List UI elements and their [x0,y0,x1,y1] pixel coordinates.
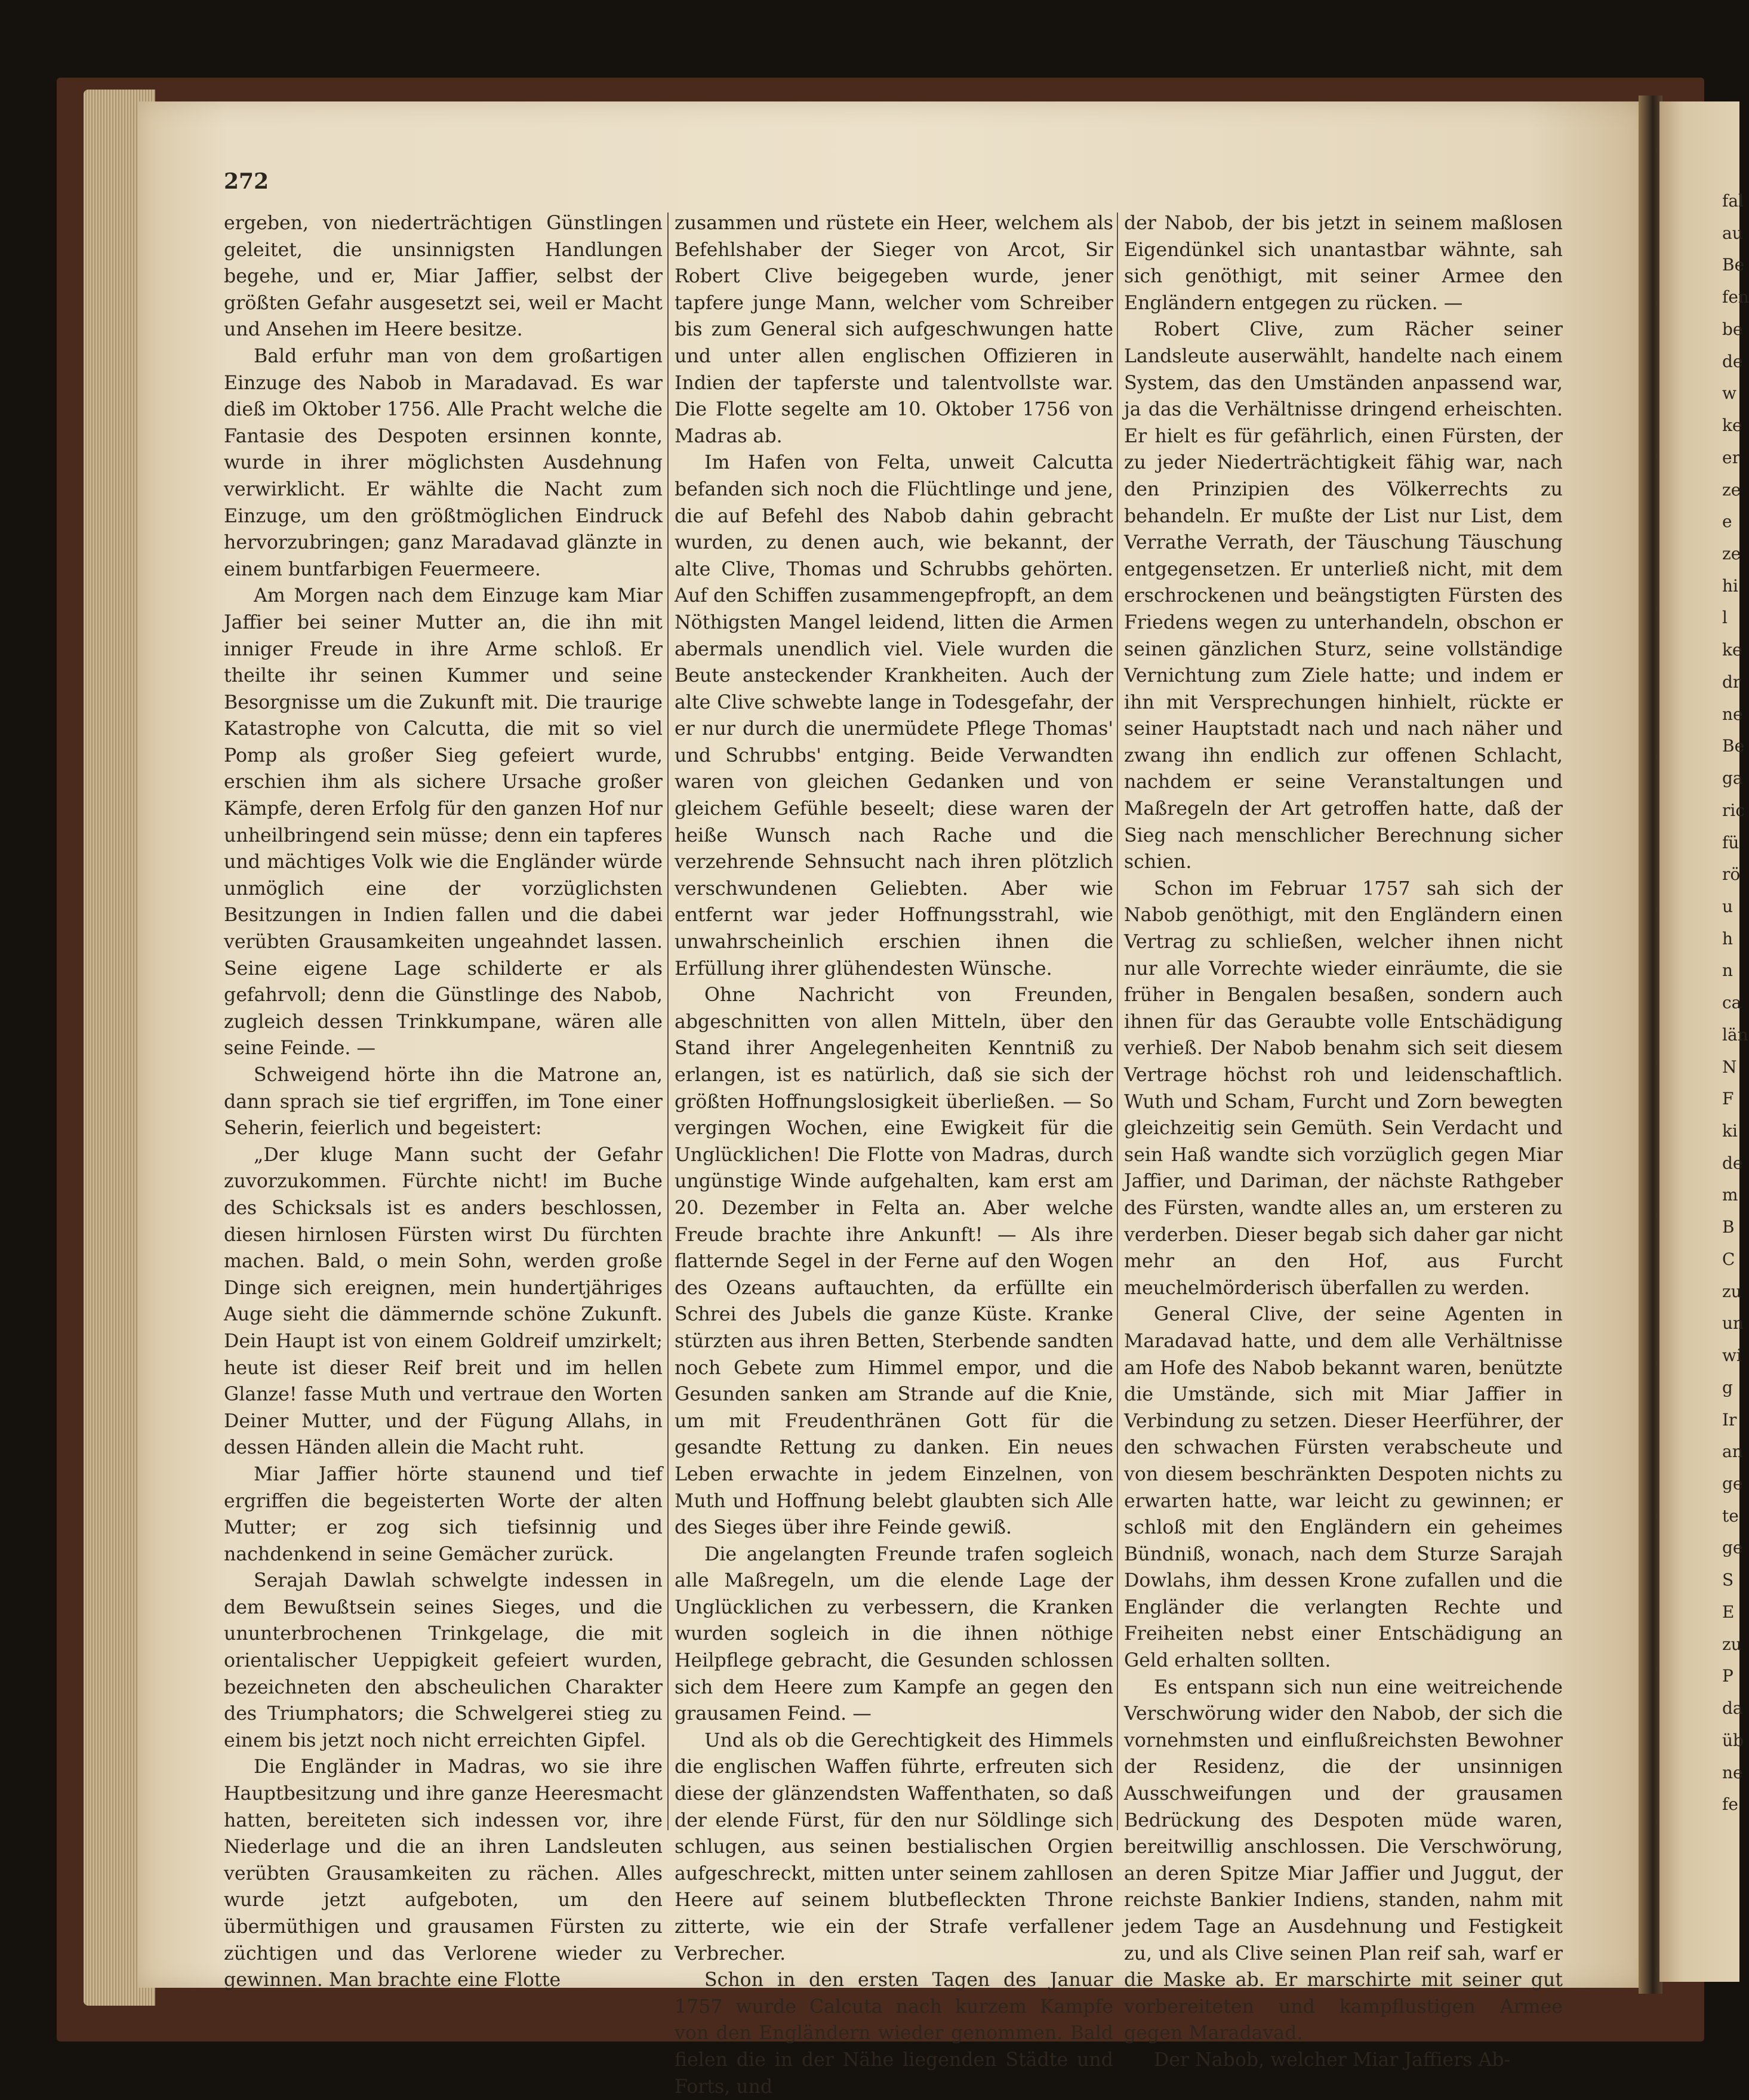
facing-page-fragment: zu [1722,1634,1742,1654]
facing-page-fragment: e [1722,512,1732,532]
column-divider [667,213,669,1830]
facing-page-fragment: u [1722,896,1733,916]
facing-page-fragment: er [1722,447,1740,467]
facing-page-fragment: m [1722,1185,1738,1205]
facing-page-fragment: de [1722,351,1743,371]
text-column-2 [675,210,1113,2100]
facing-page-fragment: te [1722,1505,1739,1526]
facing-page-fragment: Ir [1722,1409,1737,1430]
facing-page-fragment: Be [1722,736,1745,756]
facing-page-fragment: hi [1722,575,1738,596]
facing-page-fragment: fen [1722,287,1749,307]
paragraph: Am Morgen nach dem Einzuge kam Miar Jaffier bei seiner Mutter an, die ihn mit inniger Freude in ihre Arme schloß. Er theilte ihr seinen Kummer und seine Besorgnisse um die Zukunft mit. Die traurige Katastrophe von Calcutta, die mit so viel Pomp als großer Sieg gefeiert wurde, erschien ihm als sichere Ursache großer Kämpfe, deren Erfolg für den ganzen Hof nur unheilbringend sein müsse; denn ein tapferes und mächtiges Volk wie die Engländer würde unmöglich eine der vorzüglichsten Besitzungen in Indien fallen und die dabei verübten Grausamkeiten ungeahndet lassen. Seine eigene Lage schilderte er als gefahrvoll; denn die Günstlinge des Nabob, zugleich dessen Trinkkumpane, wären alle seine Feinde. — [224,585,663,1060]
paragraph: ergeben, von niederträchtigen Günstlingen geleitet, die unsinnigsten Handlungen begehe, und er, Miar Jaffier, selbst der größten Gefahr ausgesetzt sei, weil er Macht und Ansehen im Heere besitze. [224,213,663,341]
facing-page-fragment: ne [1722,704,1743,724]
facing-page-fragment: E [1722,1602,1735,1622]
book-gutter [1639,96,1662,1994]
paragraph: zusammen und rüstete ein Heer, welchem als Befehlshaber der Sieger von Arcot, Sir Robert Clive beigegeben wurde, jener tapfere junge Mann, welcher vom Schreiber bis zum General sich aufgeschwungen hatte und unter allen englischen Offizieren in Indien der tapferste und talentvollste war. Die Flotte segelte am 10. Oktober 1756 von Madras ab. [675,213,1113,447]
column-divider [1117,213,1118,1830]
paragraph: Im Hafen von Felta, unweit Calcutta befanden sich noch die Flüchtlinge und jene, die auf Befehl des Nabob dahin gebracht wurden, zu denen auch, wie bekannt, der alte Clive, Thomas und Schrubbs gehörten. Auf den Schiffen zusammengepfropft, an dem Nöthigsten Mangel leidend, litten die Armen abermals unendlich viel. Viele wurden die Beute ansteckender Krankheiten. Auch der alte Clive schwebte lange in Todesgefahr, der er nur durch die unermüdete Pflege Thomas' und Schrubbs' entging. Beide Verwandten waren von gleichen Gedanken und von gleichem Gefühle beseelt; diese waren der heiße Wunsch nach Rache und die verzehrende Sehnsucht nach ihren plötzlich verschwundenen Geliebten. Aber wie entfernt war jeder Hoffnungsstrahl, wie unwahrscheinlich erschien ihnen die Erfüllung ihrer glühendesten Wünsche. [675,452,1113,980]
facing-page-fragment: be [1722,319,1743,339]
paragraph: der Nabob, der bis jetzt in seinem maßlosen Eigendünkel sich unantastbar wähnte, sah sich genöthigt, mit seiner Armee den Engländern entgegen zu rücken. — [1124,213,1563,314]
text-column-3 [1124,210,1563,2074]
facing-page-fragment: Be [1722,255,1745,275]
facing-page-fragment: ki [1722,1121,1738,1141]
facing-page-fragment: ga [1722,768,1743,789]
paragraph: Schweigend hörte ihn die Matrone an, dann sprach sie tief ergriffen, im Tone einer Seherin, feierlich und begeistert: [224,1064,663,1140]
facing-page-fragment: B [1722,1217,1735,1237]
facing-page-fragment: g [1722,1377,1733,1397]
paragraph: Ohne Nachricht von Freunden, abgeschnitten von allen Mitteln, über den Stand ihrer Angelegenheiten Kenntniß zu erlangen, ist es natürlich, daß sie sich der größten Hoffnungslosigkeit überließen. — So vergingen Wochen, eine Ewigkeit für die Unglücklichen! Die Flotte von Madras, durch ungünstige Winde aufgehalten, kam erst am 20. Dezember in Felta an. Aber welche Freude brachte ihre Ankunft! — Als ihre flatternde Segel in der Ferne auf den Wogen des Ozeans auftauchten, da erfüllte ein Schrei des Jubels die ganze Küste. Kranke stürzten aus ihren Betten, Sterbende sandten noch Gebete zum Himmel empor, und die Gesunden sanken am Strande auf die Knie, um mit Freudenthränen Gott für die gesandte Rettung zu danken. Ein neues Leben erwachte in jedem Einzelnen, von Muth und Hoffnung belebt glaubten sich Alle des Sieges über ihre Feinde gewiß. [675,984,1113,1539]
facing-page-fragment: ke [1722,415,1742,436]
facing-page-fragment: de [1722,1153,1743,1173]
paragraph: Schon in den ersten Tagen des Januar 1757 wurde Calcuta nach kurzem Kampfe von den Engländern wieder genommen. Bald fielen die in der Nähe liegenden Städte und Forts, und [675,1969,1113,2098]
facing-page-fragment: fü [1722,832,1739,852]
paragraph: Der Nabob, welcher Miar Jaffiers Ab- [1154,2049,1511,2071]
facing-page-fragment: h [1722,928,1733,949]
facing-page-fragment: F [1722,1089,1734,1109]
facing-page-fragment: l [1722,608,1728,628]
paragraph: General Clive, der seine Agenten in Maradavad hatte, und dem alle Verhältnisse am Hofe des Nabob bekannt waren, benützte die Umstände, sich mit Miar Jaffier in Verbindung zu setzen. Dieser Heerführer, der den schwachen Fürsten verabscheute und von diesem beschränkten Despoten nichts zu erwarten hatte, war leicht zu gewinnen; er schloß mit den Engländern ein geheimes Bündniß, wonach, nach dem Sturze Sarajah Dowlahs, ihm dessen Krone zufallen und die Engländer die verlangten Rechte und Freiheiten nebst einer Entschädigung an Geld erhalten sollten. [1124,1304,1563,1672]
text-column-1 [224,210,663,1994]
paragraph: Bald erfuhr man von dem großartigen Einzuge des Nabob in Maradavad. Es war dieß im Oktober 1756. Alle Pracht welche die Fantasie des Despoten ersinnen konnte, wurde in ihrer möglichsten Ausdehnung verwirklicht. Er wählte die Nacht zum Einzuge, um den größtmöglichen Eindruck hervorzubringen; ganz Maradavad glänzte in einem buntfarbigen Feuermeere. [224,345,663,580]
paragraph: Miar Jaffier hörte staunend und tief ergriffen die begeisterten Worte der alten Mutter; er zog sich tiefsinnig und nachdenkend in seine Gemächer zurück. [224,1463,663,1565]
facing-page-fragment: da [1722,1698,1743,1719]
facing-page-fragment: ze [1722,479,1741,500]
facing-page-fragment: dr [1722,672,1741,692]
facing-page-fragment: ca [1722,993,1742,1013]
paragraph: Und als ob die Gerechtigkeit des Himmels die englischen Waffen führte, erfreuten sich diese der glänzendsten Waffenthaten, so daß der elende Fürst, für den nur Söldlinge sich schlugen, aus seinen bestialischen Orgien aufgeschreckt, mitten unter seinem zahllosen Heere auf seinem blutbefleckten Throne zitterte, wie ein der Strafe verfallener Verbrecher. [675,1729,1113,1964]
paragraph: Die angelangten Freunde trafen sogleich alle Maßregeln, um die elende Lage der Unglücklichen zu verbessern, die Kranken wurden sogleich in die ihnen nöthige Heilpflege gebracht, die Gesunden schlossen sich dem Heere zum Kampfe an gegen den grausamen Feind. — [675,1543,1113,1725]
facing-page-fragment: un [1722,1313,1744,1334]
facing-page-fragment: ge [1722,1474,1743,1494]
facing-page-fragment: ge [1722,1538,1743,1558]
paragraph: Serajah Dawlah schwelgte indessen in dem Bewußtsein seines Sieges, und die ununterbrochenen Trinkgelage, die mit orientalischer Ueppigkeit gefeiert wurden, bezeichneten den abscheulichen Charakter des Triumphators; die Schwelgerei stieg zu einem bis jetzt noch nicht erreichten Gipfel. [224,1570,663,1751]
facing-page-fragment: üb [1722,1730,1744,1750]
facing-page-fragment: w [1722,383,1736,404]
paragraph: Schon im Februar 1757 sah sich der Nabob genöthigt, mit den Engländern einen Vertrag zu schließen, welcher ihnen nicht nur alle Vorrechte wieder einräumte, die sie früher in Bengalen besaßen, sondern auch ihnen für das Geraubte volle Entschädigung verhieß. Der Nabob benahm sich seit diesem Vertrage höchst roh und leidenschaftlich. Wuth und Scham, Furcht und Zorn bewegten gleichzeitig sein Gemüth. Sein Verdacht und sein Haß wandte sich vorzüglich gegen Miar Jaffier, und Dariman, der nächste Rathgeber des Fürsten, wandte alles an, um ersteren zu verderben. Dieser begab sich daher gar nicht mehr an den Hof, aus Furcht meuchelmörderisch überfallen zu werden. [1124,877,1563,1299]
paragraph: „Der kluge Mann sucht der Gefahr zuvorzukommen. Fürchte nicht! im Buche des Schicksals ist es anders beschlossen, diesen hirnlosen Fürsten wirst Du fürchten machen. Bald, o mein Sohn, werden große Dinge sich ereignen, mein hundertjähriges Auge sieht die dämmernde schöne Zukunft. Dein Haupt ist von einem Goldreif umzirkelt; heute ist dieser Reif breit und im hellen Glanze! fasse Muth und vertraue den Worten Deiner Mutter, und der Fügung Allahs, in dessen Händen allein die Macht ruht. [224,1144,663,1459]
facing-page-fragment: fal [1722,191,1744,211]
facing-page-fragment: zu [1722,1281,1742,1301]
paragraph: Es entspann sich nun eine weitreichende Verschwörung wider den Nabob, der sich die vornehmsten und einflußreichsten Bewohner der Residenz, die der unsinnigen Ausschweifungen und der grausamen Bedrückung des Despoten müde waren, bereitwillig anschlossen. Die Verschwörung, an deren Spitze Miar Jaffier und Juggut, der reichste Bankier Indiens, standen, nahm mit jedem Tage an Ausdehnung und Festigkeit zu, und als Clive seinen Plan reif sah, warf er die Maske ab. Er marschirte mit seiner gut vorbereiteten und kampflustigen Armee gegen Maradavad. [1124,1676,1563,2044]
facing-page-fragment: an [1722,1442,1743,1462]
paragraph: Robert Clive, zum Rächer seiner Landsleute auserwählt, handelte nach einem System, das den Umständen anpassend war, ja das die Verhältnisse dringend erheischten. Er hielt es für gefährlich, einen Fürsten, der zu jeder Niederträchtigkeit fähig war, nach den Prinzipien des Völkerrechts zu behandeln. Er mußte der List nur List, dem Verrathe Verrath, der Täuschung Täuschung entgegensetzen. Er unterließ nicht, mit dem erschrockenen und beängstigten Fürsten des Friedens wegen zu unterhandeln, obschon er seinen gänzlichen Sturz, seine vollständige Vernichtung zum Ziele hatte; und indem er ihn mit Versprechungen hinhielt, rückte er seiner Hauptstadt nach und nach näher und zwang ihn endlich zur offenen Schlacht, nachdem er seine Veranstaltungen und Maßregeln der Art getroffen hatte, daß der Sieg nach menschlicher Berechnung sicher schien. [1124,319,1563,873]
facing-page-fragment: län [1722,1024,1748,1045]
facing-page-fragment: wi [1722,1345,1742,1366]
facing-page-fragment: ne [1722,1762,1743,1782]
facing-page-fragment: N [1722,1057,1737,1077]
facing-page-fragment: ze [1722,543,1741,564]
facing-page-fragment: ric [1722,800,1745,820]
facing-page-fragment: C [1722,1249,1735,1269]
facing-page-fragment: au [1722,223,1743,243]
facing-page-fragment: rö [1722,864,1741,885]
page-number: 272 [224,169,269,194]
paragraph: Die Engländer in Madras, wo sie ihre Hauptbesitzung und ihre ganze Heeresmacht hatten, bereiteten sich indessen vor, ihre Niederlage und die an ihren Landsleuten verübten Grausamkeiten zu rächen. Alles wurde jetzt aufgeboten, um den übermüthigen und grausamen Fürsten zu züchtigen und das Verlorene wieder zu gewinnen. Man brachte eine Flotte [224,1756,663,1991]
facing-page-fragment: P [1722,1666,1733,1686]
facing-page-fragment: S [1722,1570,1734,1590]
facing-page-fragment: fe [1722,1794,1738,1815]
facing-page-fragment: n [1722,960,1733,981]
facing-page-fragment: ke [1722,640,1742,660]
